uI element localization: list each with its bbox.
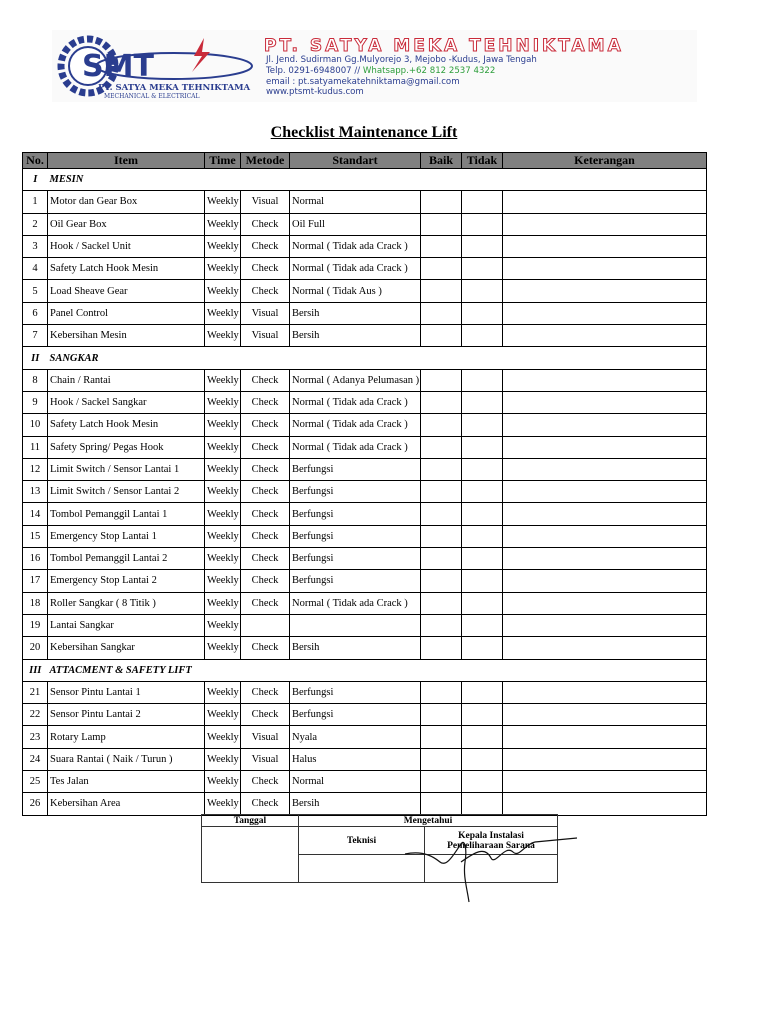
row-standart: Berfungsi [290, 525, 421, 547]
row-time: Weekly [205, 771, 241, 793]
row-tidak-cell[interactable] [462, 325, 503, 347]
row-tidak-cell[interactable] [462, 213, 503, 235]
row-time: Weekly [205, 369, 241, 391]
row-keterangan-cell[interactable] [503, 637, 707, 659]
row-item: Kebersihan Area [48, 793, 205, 815]
row-keterangan-cell[interactable] [503, 681, 707, 703]
row-baik-cell[interactable] [421, 191, 462, 213]
row-item: Kebersihan Sangkar [48, 637, 205, 659]
row-number: 22 [23, 704, 48, 726]
row-metode: Check [241, 213, 290, 235]
row-standart: Normal ( Tidak ada Crack ) [290, 391, 421, 413]
row-time: Weekly [205, 235, 241, 257]
svg-text:MECHANICAL & ELECTRICAL: MECHANICAL & ELECTRICAL [104, 93, 200, 100]
row-time: Weekly [205, 681, 241, 703]
row-tidak-cell[interactable] [462, 637, 503, 659]
row-baik-cell[interactable] [421, 570, 462, 592]
table-row [23, 280, 707, 302]
row-item: Panel Control [48, 302, 205, 324]
row-tidak-cell[interactable] [462, 414, 503, 436]
row-standart [290, 614, 421, 636]
row-keterangan-cell[interactable] [503, 325, 707, 347]
row-keterangan-cell[interactable] [503, 280, 707, 302]
row-item: Tes Jalan [48, 771, 205, 793]
signature-mengetahui-label: Mengetahui [299, 815, 558, 827]
row-metode: Check [241, 436, 290, 458]
section-number: II [23, 347, 48, 369]
signature-teknisi-label: Teknisi [299, 827, 425, 855]
table-row [23, 481, 707, 503]
row-time: Weekly [205, 258, 241, 280]
row-baik-cell[interactable] [421, 458, 462, 480]
row-standart: Bersih [290, 325, 421, 347]
row-item: Tombol Pemanggil Lantai 1 [48, 503, 205, 525]
row-keterangan-cell[interactable] [503, 570, 707, 592]
row-baik-cell[interactable] [421, 503, 462, 525]
row-time: Weekly [205, 391, 241, 413]
row-metode: Check [241, 570, 290, 592]
row-metode: Check [241, 548, 290, 570]
row-number: 11 [23, 436, 48, 458]
handwritten-signature [395, 822, 585, 907]
row-standart: Berfungsi [290, 704, 421, 726]
row-item: Safety Spring/ Pegas Hook [48, 436, 205, 458]
row-item: Limit Switch / Sensor Lantai 1 [48, 458, 205, 480]
row-standart: Normal [290, 771, 421, 793]
row-baik-cell[interactable] [421, 748, 462, 770]
row-metode: Visual [241, 325, 290, 347]
checklist-body [23, 169, 707, 816]
row-keterangan-cell[interactable] [503, 235, 707, 257]
row-time: Weekly [205, 525, 241, 547]
row-number: 18 [23, 592, 48, 614]
row-baik-cell[interactable] [421, 280, 462, 302]
row-baik-cell[interactable] [421, 637, 462, 659]
row-metode: Check [241, 391, 290, 413]
header-tidak: Tidak [462, 153, 503, 169]
section-row [23, 347, 707, 369]
row-metode: Check [241, 525, 290, 547]
row-time: Weekly [205, 325, 241, 347]
row-item: Suara Rantai ( Naik / Turun ) [48, 748, 205, 770]
header-keterangan: Keterangan [503, 153, 707, 169]
row-number: 14 [23, 503, 48, 525]
row-metode: Visual [241, 302, 290, 324]
row-number: 15 [23, 525, 48, 547]
row-standart: Halus [290, 748, 421, 770]
row-number: 2 [23, 213, 48, 235]
row-baik-cell[interactable] [421, 369, 462, 391]
row-keterangan-cell[interactable] [503, 748, 707, 770]
row-time: Weekly [205, 793, 241, 815]
header-standart: Standart [290, 153, 421, 169]
section-name: SANGKAR [48, 347, 707, 369]
row-time: Weekly [205, 302, 241, 324]
table-row [23, 525, 707, 547]
row-keterangan-cell[interactable] [503, 614, 707, 636]
row-metode: Check [241, 793, 290, 815]
table-row [23, 213, 707, 235]
row-tidak-cell[interactable] [462, 570, 503, 592]
row-keterangan-cell[interactable] [503, 391, 707, 413]
row-time: Weekly [205, 704, 241, 726]
row-tidak-cell[interactable] [462, 258, 503, 280]
letterhead [52, 30, 697, 102]
row-time: Weekly [205, 414, 241, 436]
row-tidak-cell[interactable] [462, 481, 503, 503]
company-name: PT. SATYA MEKA TEHNIKTAMA [264, 36, 624, 56]
row-tidak-cell[interactable] [462, 235, 503, 257]
row-number: 5 [23, 280, 48, 302]
row-baik-cell[interactable] [421, 771, 462, 793]
row-standart: Bersih [290, 637, 421, 659]
row-time: Weekly [205, 570, 241, 592]
table-row [23, 369, 707, 391]
row-keterangan-cell[interactable] [503, 258, 707, 280]
svg-text:PT. SATYA MEKA TEHNIKTAMA: PT. SATYA MEKA TEHNIKTAMA [98, 83, 251, 93]
row-standart: Berfungsi [290, 481, 421, 503]
row-metode: Check [241, 258, 290, 280]
row-keterangan-cell[interactable] [503, 369, 707, 391]
row-time: Weekly [205, 458, 241, 480]
row-standart: Nyala [290, 726, 421, 748]
row-metode: Visual [241, 748, 290, 770]
checklist-table [22, 152, 707, 816]
row-metode: Visual [241, 191, 290, 213]
row-item: Safety Latch Hook Mesin [48, 414, 205, 436]
row-baik-cell[interactable] [421, 793, 462, 815]
table-row [23, 592, 707, 614]
row-item: Tombol Pemanggil Lantai 2 [48, 548, 205, 570]
row-item: Lantai Sangkar [48, 614, 205, 636]
row-number: 8 [23, 369, 48, 391]
row-metode: Check [241, 704, 290, 726]
table-row [23, 570, 707, 592]
row-standart: Bersih [290, 302, 421, 324]
row-standart: Normal ( Tidak Aus ) [290, 280, 421, 302]
row-keterangan-cell[interactable] [503, 302, 707, 324]
row-tidak-cell[interactable] [462, 391, 503, 413]
row-metode: Check [241, 637, 290, 659]
company-address: Jl. Jend. Sudirman Gg.Mulyorejo 3, Mejobo -Kudus, Jawa Tengah [266, 55, 537, 65]
row-tidak-cell[interactable] [462, 548, 503, 570]
row-number: 6 [23, 302, 48, 324]
company-logo [54, 32, 259, 100]
row-keterangan-cell[interactable] [503, 592, 707, 614]
row-time: Weekly [205, 213, 241, 235]
row-standart: Berfungsi [290, 548, 421, 570]
row-tidak-cell[interactable] [462, 704, 503, 726]
section-row [23, 659, 707, 681]
row-item: Motor dan Gear Box [48, 191, 205, 213]
row-baik-cell[interactable] [421, 726, 462, 748]
row-tidak-cell[interactable] [462, 503, 503, 525]
row-tidak-cell[interactable] [462, 436, 503, 458]
row-standart: Bersih [290, 793, 421, 815]
header-no: No. [23, 153, 48, 169]
row-standart: Normal ( Tidak ada Crack ) [290, 436, 421, 458]
table-row [23, 458, 707, 480]
row-number: 21 [23, 681, 48, 703]
row-metode: Check [241, 414, 290, 436]
row-tidak-cell[interactable] [462, 592, 503, 614]
row-standart: Berfungsi [290, 570, 421, 592]
table-row [23, 637, 707, 659]
row-time: Weekly [205, 191, 241, 213]
company-email: email : pt.satyamekatehniktama@gmail.com [266, 77, 460, 87]
company-phone-line [266, 66, 495, 76]
row-number: 13 [23, 481, 48, 503]
row-number: 10 [23, 414, 48, 436]
section-row [23, 169, 707, 191]
row-number: 23 [23, 726, 48, 748]
company-website: www.ptsmt-kudus.com [266, 87, 364, 97]
table-row [23, 614, 707, 636]
header-time: Time [205, 153, 241, 169]
row-standart: Berfungsi [290, 503, 421, 525]
row-baik-cell[interactable] [421, 592, 462, 614]
row-baik-cell[interactable] [421, 481, 462, 503]
row-metode: Check [241, 481, 290, 503]
row-tidak-cell[interactable] [462, 458, 503, 480]
row-time: Weekly [205, 614, 241, 636]
row-keterangan-cell[interactable] [503, 414, 707, 436]
row-item: Sensor Pintu Lantai 1 [48, 681, 205, 703]
row-tidak-cell[interactable] [462, 525, 503, 547]
row-baik-cell[interactable] [421, 258, 462, 280]
header-item: Item [48, 153, 205, 169]
document-title: Checklist Maintenance Lift [270, 124, 458, 141]
row-baik-cell[interactable] [421, 391, 462, 413]
table-row [23, 436, 707, 458]
row-keterangan-cell[interactable] [503, 436, 707, 458]
row-item: Limit Switch / Sensor Lantai 2 [48, 481, 205, 503]
row-number: 26 [23, 793, 48, 815]
row-number: 17 [23, 570, 48, 592]
row-item: Emergency Stop Lantai 2 [48, 570, 205, 592]
row-metode [241, 614, 290, 636]
row-baik-cell[interactable] [421, 436, 462, 458]
table-row [23, 258, 707, 280]
row-number: 20 [23, 637, 48, 659]
table-row [23, 548, 707, 570]
row-number: 25 [23, 771, 48, 793]
row-standart: Normal ( Adanya Pelumasan ) [290, 369, 421, 391]
header-baik: Baik [421, 153, 462, 169]
table-row [23, 681, 707, 703]
row-number: 19 [23, 614, 48, 636]
row-metode: Check [241, 592, 290, 614]
row-time: Weekly [205, 748, 241, 770]
row-standart: Normal ( Tidak ada Crack ) [290, 258, 421, 280]
row-tidak-cell[interactable] [462, 191, 503, 213]
row-standart: Normal [290, 191, 421, 213]
table-row [23, 391, 707, 413]
row-standart: Berfungsi [290, 458, 421, 480]
row-tidak-cell[interactable] [462, 614, 503, 636]
row-baik-cell[interactable] [421, 681, 462, 703]
signature-date-cell[interactable] [202, 827, 299, 883]
row-tidak-cell[interactable] [462, 681, 503, 703]
row-metode: Check [241, 280, 290, 302]
row-metode: Check [241, 369, 290, 391]
row-time: Weekly [205, 592, 241, 614]
row-item: Kebersihan Mesin [48, 325, 205, 347]
header-metode: Metode [241, 153, 290, 169]
row-baik-cell[interactable] [421, 548, 462, 570]
section-name: MESIN [48, 169, 707, 191]
company-whatsapp: Whatsapp.+62 812 2537 4322 [362, 66, 496, 76]
row-item: Sensor Pintu Lantai 2 [48, 704, 205, 726]
row-keterangan-cell[interactable] [503, 213, 707, 235]
row-keterangan-cell[interactable] [503, 726, 707, 748]
signature-kepala-line1: Kepala Instalasi [458, 830, 524, 841]
row-metode: Visual [241, 726, 290, 748]
table-row [23, 191, 707, 213]
row-time: Weekly [205, 637, 241, 659]
row-keterangan-cell[interactable] [503, 548, 707, 570]
row-keterangan-cell[interactable] [503, 458, 707, 480]
row-metode: Check [241, 681, 290, 703]
row-baik-cell[interactable] [421, 302, 462, 324]
table-row [23, 726, 707, 748]
row-time: Weekly [205, 280, 241, 302]
row-number: 24 [23, 748, 48, 770]
row-baik-cell[interactable] [421, 213, 462, 235]
row-keterangan-cell[interactable] [503, 191, 707, 213]
row-standart: Normal ( Tidak ada Crack ) [290, 592, 421, 614]
row-keterangan-cell[interactable] [503, 503, 707, 525]
table-header-row [23, 153, 707, 169]
row-metode: Check [241, 235, 290, 257]
row-number: 12 [23, 458, 48, 480]
row-number: 16 [23, 548, 48, 570]
row-keterangan-cell[interactable] [503, 525, 707, 547]
row-standart: Oil Full [290, 213, 421, 235]
row-tidak-cell[interactable] [462, 302, 503, 324]
row-baik-cell[interactable] [421, 414, 462, 436]
row-number: 4 [23, 258, 48, 280]
row-number: 9 [23, 391, 48, 413]
svg-text:SMT: SMT [82, 49, 154, 84]
row-time: Weekly [205, 726, 241, 748]
row-tidak-cell[interactable] [462, 280, 503, 302]
table-row [23, 704, 707, 726]
table-row [23, 302, 707, 324]
table-row [23, 748, 707, 770]
row-metode: Check [241, 503, 290, 525]
row-standart: Normal ( Tidak ada Crack ) [290, 235, 421, 257]
row-item: Roller Sangkar ( 8 Titik ) [48, 592, 205, 614]
row-item: Emergency Stop Lantai 1 [48, 525, 205, 547]
row-number: 1 [23, 191, 48, 213]
row-number: 3 [23, 235, 48, 257]
row-time: Weekly [205, 503, 241, 525]
row-tidak-cell[interactable] [462, 748, 503, 770]
table-row [23, 793, 707, 815]
table-row [23, 235, 707, 257]
row-tidak-cell[interactable] [462, 793, 503, 815]
row-time: Weekly [205, 436, 241, 458]
row-number: 7 [23, 325, 48, 347]
row-baik-cell[interactable] [421, 235, 462, 257]
row-tidak-cell[interactable] [462, 726, 503, 748]
signature-kepala-line2: Pemeliharaan Sarana [447, 840, 535, 851]
table-row [23, 325, 707, 347]
table-row [23, 414, 707, 436]
table-row [23, 771, 707, 793]
row-keterangan-cell[interactable] [503, 704, 707, 726]
row-item: Hook / Sackel Sangkar [48, 391, 205, 413]
row-keterangan-cell[interactable] [503, 793, 707, 815]
row-keterangan-cell[interactable] [503, 771, 707, 793]
signature-tanggal-label: Tanggal [202, 815, 299, 827]
table-row [23, 503, 707, 525]
row-item: Safety Latch Hook Mesin [48, 258, 205, 280]
row-time: Weekly [205, 481, 241, 503]
row-standart: Berfungsi [290, 681, 421, 703]
row-baik-cell[interactable] [421, 704, 462, 726]
company-phone: Telp. 0291-6948007 // [266, 66, 361, 76]
section-name: ATTACMENT & SAFETY LIFT [48, 659, 707, 681]
row-baik-cell[interactable] [421, 614, 462, 636]
row-item: Hook / Sackel Unit [48, 235, 205, 257]
row-item: Rotary Lamp [48, 726, 205, 748]
row-standart: Normal ( Tidak ada Crack ) [290, 414, 421, 436]
row-keterangan-cell[interactable] [503, 481, 707, 503]
section-number: I [23, 169, 48, 191]
row-baik-cell[interactable] [421, 325, 462, 347]
row-item: Chain / Rantai [48, 369, 205, 391]
row-item: Load Sheave Gear [48, 280, 205, 302]
row-metode: Check [241, 458, 290, 480]
section-number: III [23, 659, 48, 681]
row-metode: Check [241, 771, 290, 793]
row-baik-cell[interactable] [421, 525, 462, 547]
row-item: Oil Gear Box [48, 213, 205, 235]
row-tidak-cell[interactable] [462, 369, 503, 391]
row-tidak-cell[interactable] [462, 771, 503, 793]
row-time: Weekly [205, 548, 241, 570]
